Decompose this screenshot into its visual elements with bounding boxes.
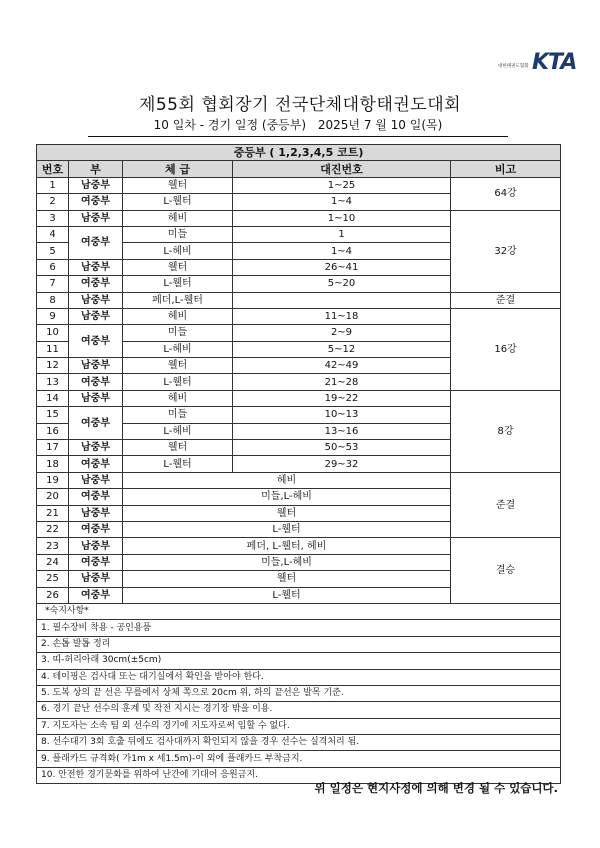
row-number: 17: [37, 440, 69, 456]
logo-subtext: 대한태권도협회: [498, 64, 529, 69]
row-bracket: 1~4: [233, 194, 451, 210]
schedule-table: [36, 144, 561, 784]
row-bracket: 26~41: [233, 259, 451, 275]
row-bracket: 1~4: [233, 243, 451, 259]
row-number: 1: [37, 177, 69, 193]
row-weight-merged: 웰터: [123, 571, 451, 587]
row-division: 여중부: [69, 226, 123, 259]
row-weight-merged: 웰터: [123, 505, 451, 521]
page-title: 제55회 협회장기 전국단체대항태권도대회: [138, 95, 462, 115]
row-division: 여중부: [69, 194, 123, 210]
row-weight: 페더,L-웰터: [123, 292, 233, 308]
row-weight: 웰터: [123, 177, 233, 193]
row-weight: 미들: [123, 325, 233, 341]
row-weight: L-헤비: [123, 423, 233, 439]
row-bracket: 11~18: [233, 308, 451, 324]
court-header: 중등부 ( 1,2,3,4,5 코트): [37, 145, 561, 161]
row-number: 24: [37, 554, 69, 570]
notes-item: 4. 테이핑은 검사대 또는 대기실에서 확인을 받아야 한다.: [37, 669, 561, 685]
row-weight-merged: L-웰터: [123, 587, 451, 603]
row-bracket: 5~12: [233, 341, 451, 357]
row-weight: 헤비: [123, 210, 233, 226]
notes-item: 2. 손톱 발톱 정리: [37, 636, 561, 652]
row-bracket: 2~9: [233, 325, 451, 341]
row-division: 남중부: [69, 571, 123, 587]
row-remark: 8강: [451, 390, 561, 472]
row-bracket: 19~22: [233, 390, 451, 406]
row-number: 3: [37, 210, 69, 226]
row-weight-merged: 헤비: [123, 472, 451, 488]
row-number: 9: [37, 308, 69, 324]
row-weight: 헤비: [123, 390, 233, 406]
row-division: 여중부: [69, 521, 123, 537]
notes-item: 9. 플래카드 규격화( 가1m x 세1.5m)-이 외에 플래카드 부착금지.: [37, 751, 561, 767]
row-division: 남중부: [69, 358, 123, 374]
notes-header: *숙지사항*: [37, 603, 561, 619]
row-number: 19: [37, 472, 69, 488]
row-weight: L-헤비: [123, 243, 233, 259]
row-weight-merged: 페더, L-웰터, 헤비: [123, 538, 451, 554]
notes-item: 7. 지도자는 소속 팀 외 선수의 경기에 지도자로써 임할 수 없다.: [37, 718, 561, 734]
row-division: 남중부: [69, 177, 123, 193]
notes-item: 10. 안전한 경기문화를 위하여 난간에 기대어 응원금지.: [37, 767, 561, 783]
row-bracket: 29~32: [233, 456, 451, 472]
header-weight: 체 급: [123, 161, 233, 177]
footer-notice: 위 일정은 현지사정에 의해 변경 될 수 있습니다.: [314, 781, 558, 795]
row-number: 10: [37, 325, 69, 341]
notes-item: 3. 띠-허리아래 30cm(±5cm): [37, 653, 561, 669]
row-bracket: 13~16: [233, 423, 451, 439]
table-row: [37, 177, 561, 193]
notes-item: 6. 경기 끝난 선수의 훈계 및 작전 지시는 경기장 밖을 이용.: [37, 702, 561, 718]
table-row: [37, 390, 561, 406]
table-row: [37, 472, 561, 488]
row-weight: 헤비: [123, 308, 233, 324]
row-number: 23: [37, 538, 69, 554]
row-weight: L-웰터: [123, 276, 233, 292]
subtitle-day: 10 일차 - 경기 일정 (중등부): [153, 118, 307, 132]
row-weight-merged: 미들,L-헤비: [123, 489, 451, 505]
row-number: 12: [37, 358, 69, 374]
row-division: 여중부: [69, 489, 123, 505]
row-division: 여중부: [69, 554, 123, 570]
row-number: 6: [37, 259, 69, 275]
row-number: 25: [37, 571, 69, 587]
row-number: 5: [37, 243, 69, 259]
row-number: 14: [37, 390, 69, 406]
row-division: 남중부: [69, 210, 123, 226]
row-weight-merged: 미들,L-헤비: [123, 554, 451, 570]
notes-item: 5. 도복 상의 끝 선은 무릎에서 상체 쪽으로 20cm 위, 하의 끝선은 발목 기준.: [37, 685, 561, 701]
row-number: 7: [37, 276, 69, 292]
row-division: 여중부: [69, 407, 123, 440]
row-remark: 결승: [451, 538, 561, 604]
row-bracket: 50~53: [233, 440, 451, 456]
table-row: [37, 538, 561, 554]
header-bracket: 대진번호: [233, 161, 451, 177]
row-bracket: 10~13: [233, 407, 451, 423]
row-number: 26: [37, 587, 69, 603]
row-number: 15: [37, 407, 69, 423]
row-division: 여중부: [69, 325, 123, 358]
kta-logo: [498, 50, 578, 80]
row-remark: 64강: [451, 177, 561, 210]
row-number: 8: [37, 292, 69, 308]
row-remark: 32강: [451, 210, 561, 292]
table-row: [37, 292, 561, 308]
row-bracket: 42~49: [233, 358, 451, 374]
row-bracket: 21~28: [233, 374, 451, 390]
row-weight: 미들: [123, 226, 233, 242]
row-weight: 웰터: [123, 440, 233, 456]
row-number: 20: [37, 489, 69, 505]
table-row: [37, 210, 561, 226]
row-weight: 웰터: [123, 358, 233, 374]
row-bracket: 1: [233, 226, 451, 242]
notes-item: 1. 필수장비 착용 - 공인용품: [37, 620, 561, 636]
header-division: 부: [69, 161, 123, 177]
row-number: 11: [37, 341, 69, 357]
row-division: 남중부: [69, 259, 123, 275]
row-number: 2: [37, 194, 69, 210]
header-no: 번호: [37, 161, 69, 177]
row-division: 남중부: [69, 472, 123, 488]
row-division: 남중부: [69, 292, 123, 308]
row-weight: 미들: [123, 407, 233, 423]
subtitle-date: 2025년 7 월 10 일(목): [317, 118, 443, 132]
row-number: 18: [37, 456, 69, 472]
row-number: 16: [37, 423, 69, 439]
row-division: 남중부: [69, 538, 123, 554]
row-weight: 웰터: [123, 259, 233, 275]
row-number: 21: [37, 505, 69, 521]
logo-mark: KTA: [532, 50, 577, 75]
row-bracket: [233, 292, 451, 308]
notes-item: 8. 선수대기 3회 호출 뒤에도 검사대까지 확인되지 않을 경우 선수는 실격처리 됨.: [37, 735, 561, 751]
header-remark: 비고: [451, 161, 561, 177]
row-division: 남중부: [69, 390, 123, 406]
table-row: [37, 308, 561, 324]
row-division: 여중부: [69, 587, 123, 603]
row-remark: 준결: [451, 292, 561, 308]
row-remark: 16강: [451, 308, 561, 390]
row-division: 여중부: [69, 374, 123, 390]
row-weight: L-헤비: [123, 341, 233, 357]
row-number: 13: [37, 374, 69, 390]
row-weight-merged: L-웰터: [123, 521, 451, 537]
page-subtitle: [88, 116, 508, 137]
row-bracket: 1~25: [233, 177, 451, 193]
row-weight: L-웰터: [123, 194, 233, 210]
row-division: 남중부: [69, 440, 123, 456]
row-remark: 준결: [451, 472, 561, 538]
row-weight: L-웰터: [123, 456, 233, 472]
row-division: 여중부: [69, 276, 123, 292]
row-number: 22: [37, 521, 69, 537]
row-bracket: 5~20: [233, 276, 451, 292]
row-bracket: 1~10: [233, 210, 451, 226]
row-division: 여중부: [69, 456, 123, 472]
row-division: 남중부: [69, 505, 123, 521]
row-division: 남중부: [69, 308, 123, 324]
row-number: 4: [37, 226, 69, 242]
row-weight: L-웰터: [123, 374, 233, 390]
